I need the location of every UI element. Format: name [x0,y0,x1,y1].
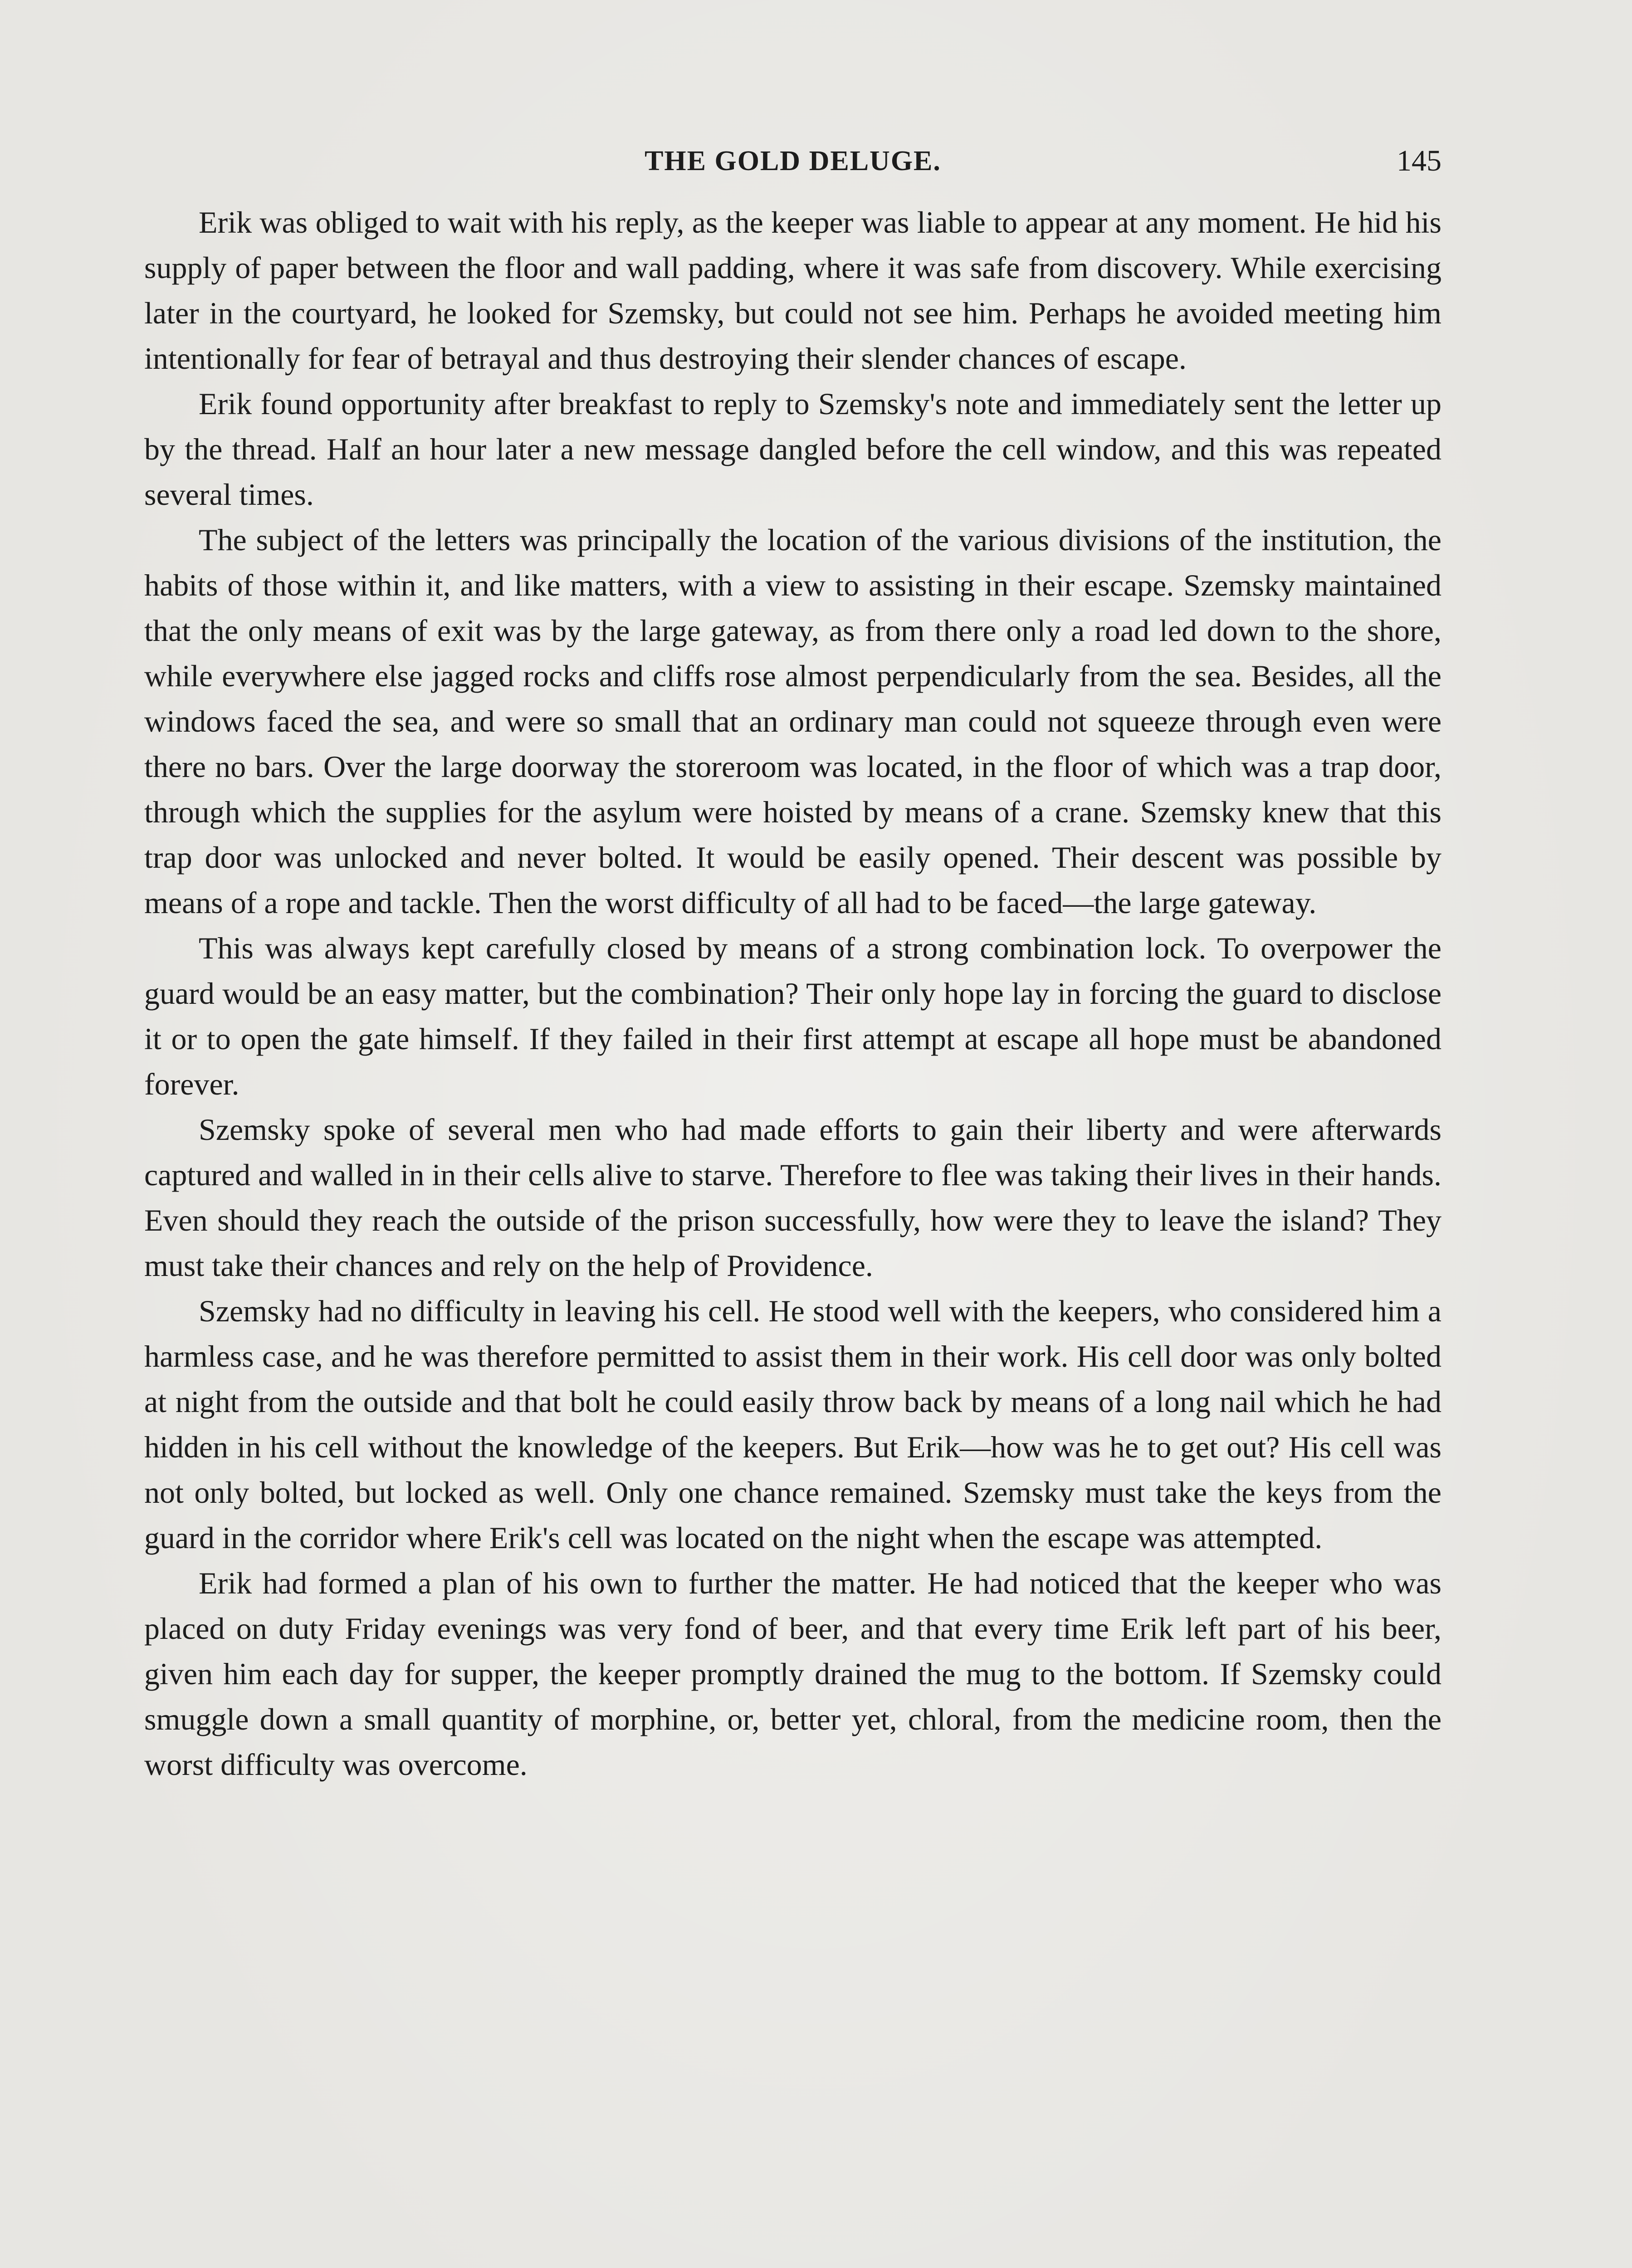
paragraph-7: Erik had formed a plan of his own to further the matter. He had noticed that the keeper who was placed on duty Friday evenings was very fond of beer, and that every time Erik left part of his beer, given him each day for supper, the keeper promptly drained the mug to the bottom. If Szemsky could smuggle down a small quantity of morphine, or, better yet, chloral, from the medicine room, then the worst difficulty was overcome. [144,1566,1441,1782]
paragraph-5: Szemsky spoke of several men who had made efforts to gain their liberty and were afterwards captured and walled in in their cells alive to starve. Therefore to flee was taking their lives in their hands. Even should they reach the outside of the prison successfully, how were they to leave the island? They must take their chances and rely on the help of Providence. [144,1112,1441,1283]
body-text [144,200,1441,1787]
paragraph-2: Erik found opportunity after breakfast to reply to Szemsky's note and immediately sent the letter up by the thread. Half an hour later a new message dangled before the cell window, and this was repeated several times. [144,386,1441,512]
page-title: THE GOLD DELUGE. [645,146,941,176]
paragraph-1: Erik was obliged to wait with his reply, as the keeper was liable to appear at any moment. He hid his supply of paper between the floor and wall padding, where it was safe from discovery. While exercising later in the courtyard, he looked for Szemsky, but could not see him. Perhaps he avoided meeting him intentionally for fear of betrayal and thus destroying their slender chances of escape. [144,205,1441,376]
paragraph-6: Szemsky had no difficulty in leaving his cell. He stood well with the keepers, who considered him a harmless case, and he was therefore permitted to assist them in their work. His cell door was only bolted at night from the outside and that bolt he could easily throw back by means of a long nail which he had hidden in his cell without the knowledge of the keepers. But Erik—how was he to get out? His cell was not only bolted, but locked as well. Only one chance remained. Szemsky must take the keys from the guard in the corridor where Erik's cell was located on the night when the escape was attempted. [144,1294,1441,1555]
page-number: 145 [1397,144,1441,177]
paragraph-3: The subject of the letters was principally the location of the various divisions of the institution, the habits of those within it, and like matters, with a view to assisting in their escape. Szemsky maintained that the only means of exit was by the large gateway, as from there only a road led down to the shore, while everywhere else jagged rocks and cliffs rose almost perpendicularly from the sea. Besides, all the windows faced the sea, and were so small that an ordinary man could not squeeze through even were there no bars. Over the large doorway the storeroom was located, in the floor of which was a trap door, through which the supplies for the asylum were hoisted by means of a crane. Szemsky knew that this trap door was unlocked and never bolted. It would be easily opened. Their descent was possible by means of a rope and tackle. Then the worst difficulty of all had to be faced—the large gateway. [144,523,1441,920]
paragraph-4: This was always kept carefully closed by means of a strong combination lock. To overpower the guard would be an easy matter, but the combination? Their only hope lay in forcing the guard to disclose it or to open the gate himself. If they failed in their first attempt at escape all hope must be abandoned forever. [144,931,1441,1101]
running-head [144,136,1441,186]
